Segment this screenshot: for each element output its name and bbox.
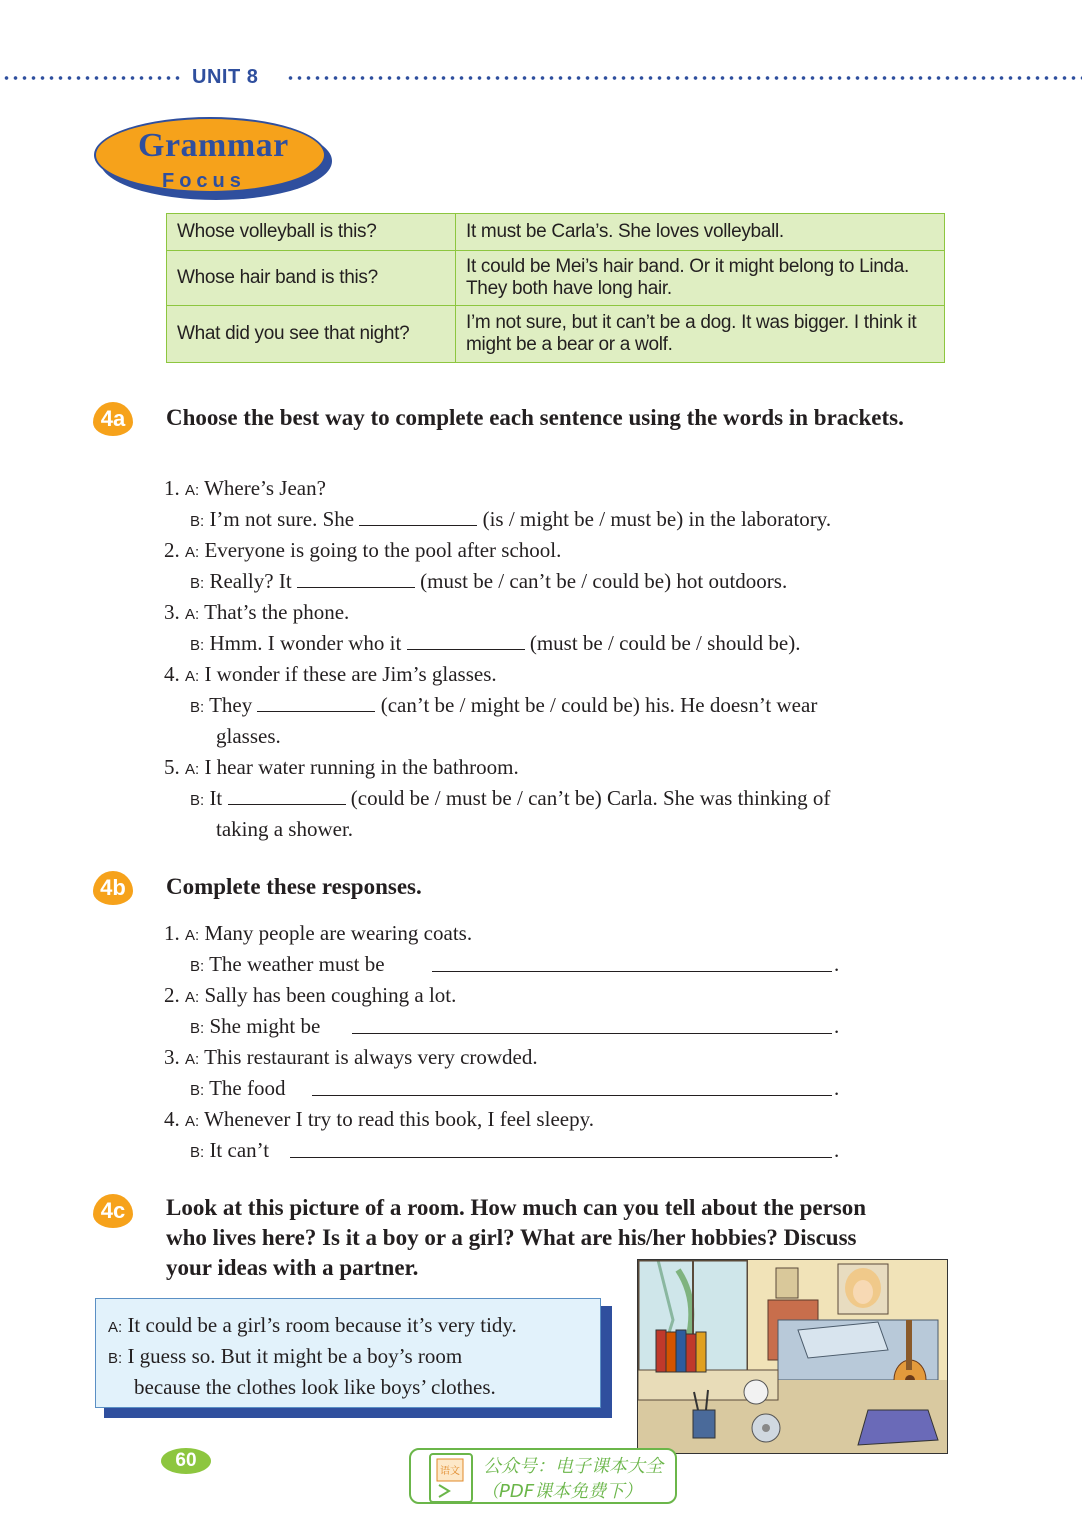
answer-blank[interactable] [297,569,415,588]
period-mark: . [834,1138,840,1162]
list-item: B: It can’t [190,1138,270,1162]
table-cell-answer: It must be Carla’s. She loves volleyball. [456,214,945,251]
list-item: B: Really? It (must be / can’t be / could be) hot outdoors. [190,569,788,593]
answer-line[interactable] [352,1033,832,1034]
section-marker-4c: 4c [93,1194,133,1228]
list-item: B: They (can’t be / might be / could be) his. He doesn’t wear [190,693,818,717]
section-4c-instruction-line-1: Look at this picture of a room. How much can you tell about the person [166,1195,867,1220]
list-item: 2. A: Sally has been coughing a lot. [164,983,457,1007]
unit-label: UNIT 8 [192,66,259,88]
list-item: 3. A: This restaurant is always very crowded. [164,1045,538,1069]
table-cell-answer: I’m not sure, but it can’t be a dog. It was bigger. I think it might be a bear or a wolf. [456,306,945,363]
page-number: 60 [161,1448,211,1474]
section-4b-instruction: Complete these responses. [166,874,422,899]
answer-line[interactable] [432,971,832,972]
table-cell-question: Whose hair band is this? [167,251,456,306]
answer-blank[interactable] [228,786,346,805]
list-item: 1. A: Many people are wearing coats. [164,921,473,945]
list-item: 3. A: That’s the phone. [164,600,350,624]
list-item-continuation: taking a shower. [216,817,354,841]
period-mark: . [834,1014,840,1038]
answer-blank[interactable] [359,507,477,526]
answer-line[interactable] [312,1095,832,1096]
period-mark: . [834,1076,840,1100]
table-row [167,306,945,363]
room-illustration [637,1259,948,1454]
list-item: 4. A: I wonder if these are Jim’s glasses. [164,662,497,686]
list-item: B: Hmm. I wonder who it (must be / could be / should be). [190,631,801,655]
grammar-focus-subtitle: Focus [162,170,246,192]
section-marker-4a: 4a [93,402,133,436]
table-row [167,251,945,306]
watermark-line-1: 公众号：电子课本大全 [483,1456,663,1477]
dialogue-box [95,1298,601,1408]
list-item: B: The weather must be [190,952,385,976]
grammar-focus-title: Grammar [138,127,289,164]
logo-text: 语文 [440,1466,460,1477]
list-item: B: She might be [190,1014,321,1038]
answer-blank[interactable] [257,693,375,712]
list-item: 5. A: I hear water running in the bathroom. [164,755,519,779]
period-mark: . [834,952,840,976]
list-item: B: It (could be / must be / can’t be) Carla. She was thinking of [190,786,831,810]
list-item: 4. A: Whenever I try to read this book, I feel sleepy. [164,1107,594,1131]
section-4c-instruction-line-2: who lives here? Is it a boy or a girl? What are his/her hobbies? Discuss [166,1225,857,1250]
watermark-line-2: （PDF课本免费下） [481,1481,643,1502]
header-dotted-rule-right [286,75,1082,81]
list-item: B: I’m not sure. She (is / might be / must be) in the laboratory. [190,507,832,531]
table-row [167,214,945,251]
header-dotted-rule-left [2,75,182,81]
table-cell-question: Whose volleyball is this? [167,214,456,251]
section-marker-4b: 4b [93,871,133,905]
section-4c-instruction-line-3: your ideas with a partner. [166,1255,419,1280]
grammar-table [166,213,945,363]
book-icon [429,1453,473,1503]
list-item: 1. A: Where’s Jean? [164,476,326,500]
list-item-continuation: glasses. [216,724,281,748]
table-cell-answer: It could be Mei’s hair band. Or it might belong to Linda. They both have long hair. [456,251,945,306]
watermark-badge [409,1448,677,1504]
dialogue-line-b: B: I guess so. But it might be a boy’s room [108,1344,463,1368]
section-4a-instruction: Choose the best way to complete each sentence using the words in brackets. [166,405,904,430]
list-item: B: The food [190,1076,286,1100]
dialogue-line-a: A: It could be a girl’s room because it’s very tidy. [108,1313,517,1337]
table-cell-question: What did you see that night? [167,306,456,363]
dialogue-line-b-continuation: because the clothes look like boys’ clothes. [134,1375,496,1399]
list-item: 2. A: Everyone is going to the pool after school. [164,538,562,562]
answer-line[interactable] [290,1157,832,1158]
answer-blank[interactable] [407,631,525,650]
